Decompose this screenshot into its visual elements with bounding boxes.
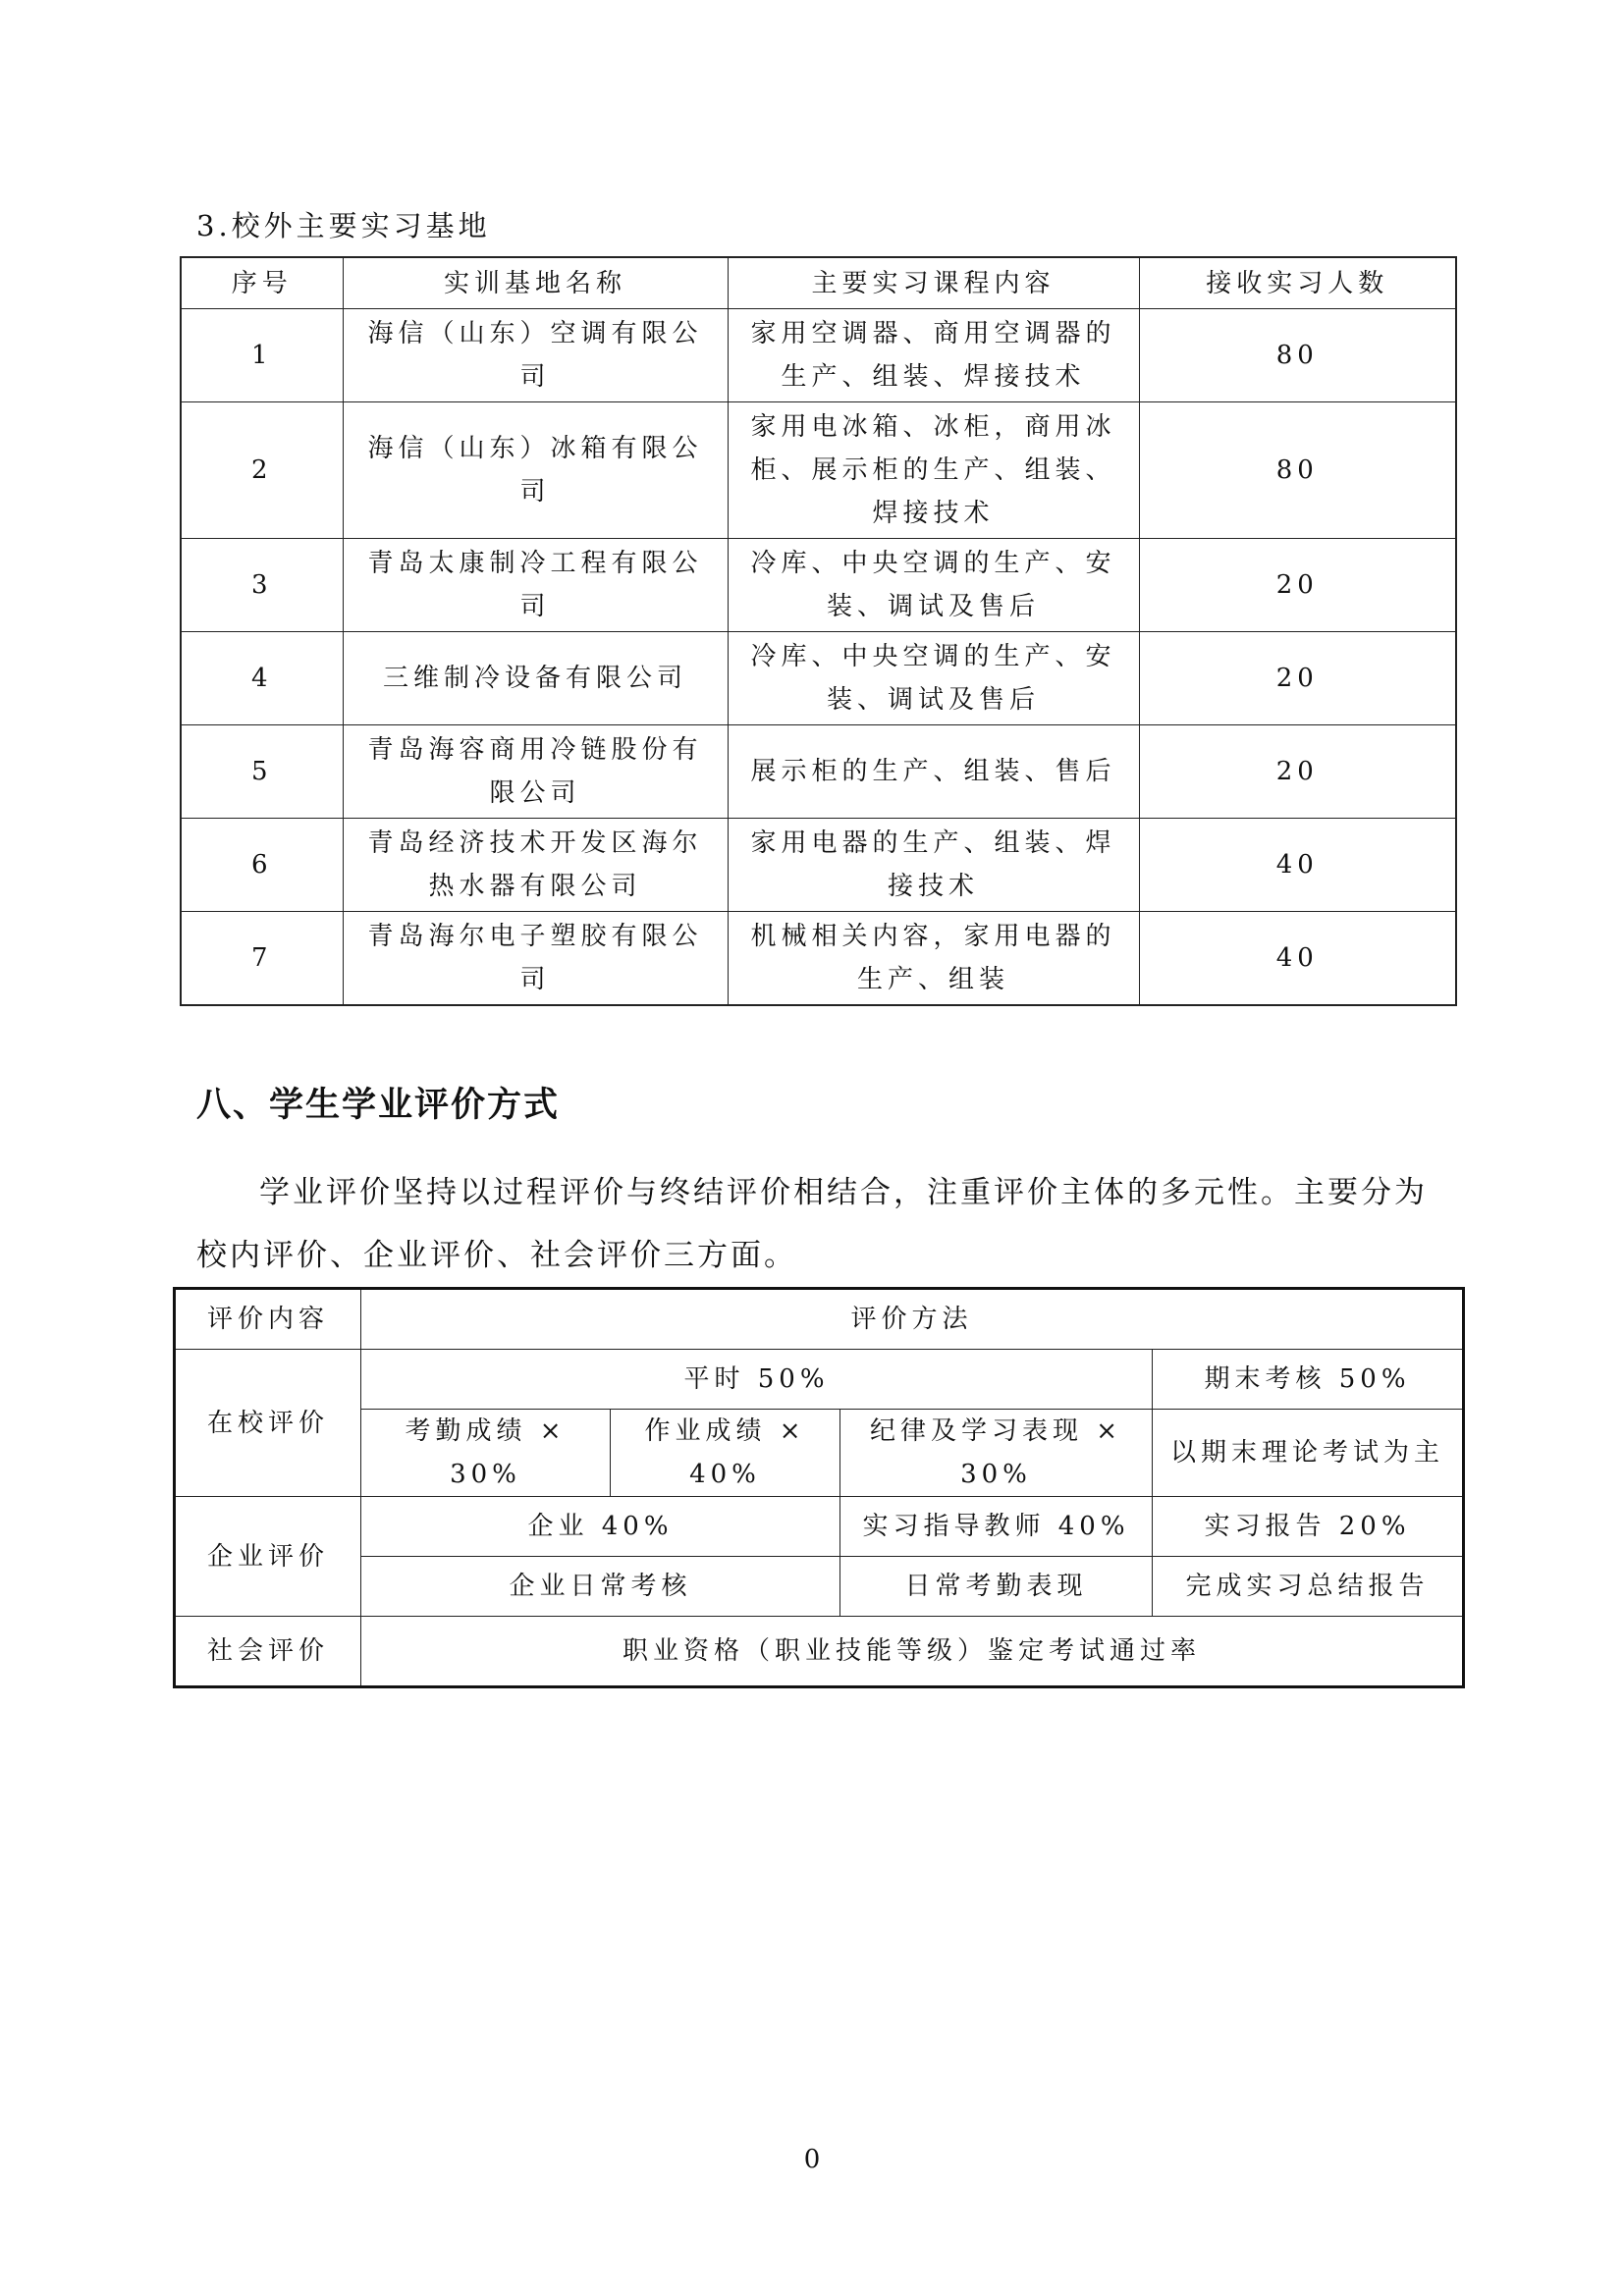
row-label: 企业评价 <box>175 1497 361 1617</box>
intake-count: 20 <box>1139 725 1456 819</box>
section-heading: 八、学生学业评价方式 <box>196 1086 561 1125</box>
header-cell: 评价内容 <box>175 1289 361 1350</box>
row-number: 4 <box>181 632 343 725</box>
table-cell: 考勤成绩 × 30% <box>361 1410 611 1497</box>
table-header-row <box>175 1289 1464 1350</box>
table-row <box>181 402 1456 539</box>
table-cell: 日常考勤表现 <box>840 1557 1153 1617</box>
course-content: 冷库、中央空调的生产、安装、调试及售后 <box>728 539 1139 632</box>
internship-bases-table <box>180 256 1457 1006</box>
table-row <box>181 539 1456 632</box>
table-cell: 实习指导教师 40% <box>840 1497 1153 1557</box>
base-name: 三维制冷设备有限公司 <box>343 632 728 725</box>
table-row <box>175 1617 1464 1687</box>
intake-count: 80 <box>1139 402 1456 539</box>
base-name: 青岛太康制冷工程有限公司 <box>343 539 728 632</box>
table-cell: 企业 40% <box>361 1497 840 1557</box>
course-content: 机械相关内容，家用电器的生产、组装 <box>728 912 1139 1006</box>
table-row <box>181 819 1456 912</box>
intake-count: 20 <box>1139 632 1456 725</box>
table-header-row <box>181 257 1456 309</box>
table-row <box>181 912 1456 1006</box>
course-content: 冷库、中央空调的生产、安装、调试及售后 <box>728 632 1139 725</box>
evaluation-table <box>173 1287 1465 1688</box>
row-number: 5 <box>181 725 343 819</box>
table-cell: 作业成绩 × 40% <box>611 1410 840 1497</box>
table-cell: 期末考核 50% <box>1153 1350 1464 1410</box>
row-label: 在校评价 <box>175 1350 361 1497</box>
base-name: 青岛经济技术开发区海尔热水器有限公司 <box>343 819 728 912</box>
table-cell: 实习报告 20% <box>1153 1497 1464 1557</box>
intake-count: 20 <box>1139 539 1456 632</box>
row-label: 社会评价 <box>175 1617 361 1687</box>
row-number: 1 <box>181 309 343 402</box>
table-row <box>175 1557 1464 1617</box>
header-cell: 评价方法 <box>361 1289 1464 1350</box>
section-title: 3.校外主要实习基地 <box>196 209 491 242</box>
header-cell: 序号 <box>181 257 343 309</box>
table-row <box>181 632 1456 725</box>
header-cell: 接收实习人数 <box>1139 257 1456 309</box>
course-content: 家用电冰箱、冰柜，商用冰柜、展示柜的生产、组装、焊接技术 <box>728 402 1139 539</box>
row-number: 7 <box>181 912 343 1006</box>
page-number: 0 <box>803 2145 821 2174</box>
table-row <box>175 1350 1464 1410</box>
base-name: 海信（山东）冰箱有限公司 <box>343 402 728 539</box>
table-cell: 职业资格（职业技能等级）鉴定考试通过率 <box>361 1617 1464 1687</box>
intake-count: 80 <box>1139 309 1456 402</box>
base-name: 青岛海容商用冷链股份有限公司 <box>343 725 728 819</box>
course-content: 家用空调器、商用空调器的生产、组装、焊接技术 <box>728 309 1139 402</box>
table-cell: 平时 50% <box>361 1350 1153 1410</box>
table-cell: 企业日常考核 <box>361 1557 840 1617</box>
intake-count: 40 <box>1139 912 1456 1006</box>
course-content: 展示柜的生产、组装、售后 <box>728 725 1139 819</box>
row-number: 6 <box>181 819 343 912</box>
table-row <box>175 1497 1464 1557</box>
base-name: 海信（山东）空调有限公司 <box>343 309 728 402</box>
course-content: 家用电器的生产、组装、焊接技术 <box>728 819 1139 912</box>
table-row <box>181 309 1456 402</box>
row-number: 3 <box>181 539 343 632</box>
header-cell: 主要实习课程内容 <box>728 257 1139 309</box>
intake-count: 40 <box>1139 819 1456 912</box>
table-row <box>175 1410 1464 1497</box>
row-number: 2 <box>181 402 343 539</box>
table-cell: 纪律及学习表现 × 30% <box>840 1410 1153 1497</box>
body-paragraph: 学业评价坚持以过程评价与终结评价相结合，注重评价主体的多元性。主要分为校内评价、企业评价、社会评价三方面。 <box>196 1175 1428 1273</box>
header-cell: 实训基地名称 <box>343 257 728 309</box>
table-cell: 完成实习总结报告 <box>1153 1557 1464 1617</box>
table-cell: 以期末理论考试为主 <box>1153 1410 1464 1497</box>
base-name: 青岛海尔电子塑胶有限公司 <box>343 912 728 1006</box>
table-row <box>181 725 1456 819</box>
